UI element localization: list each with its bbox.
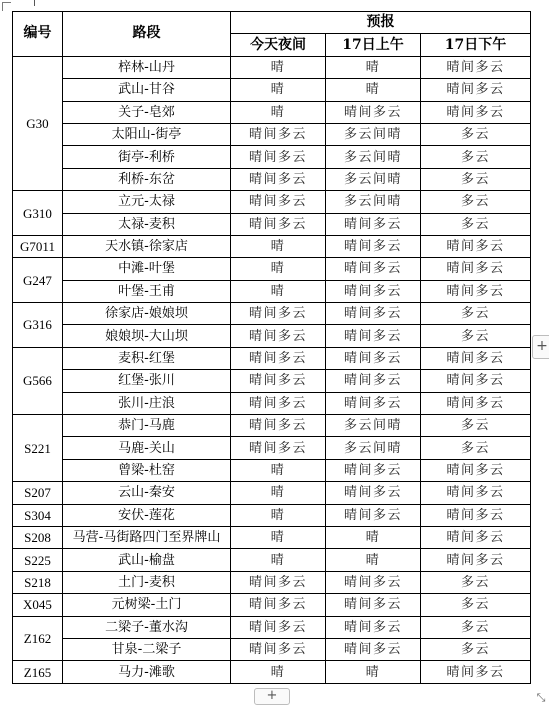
afternoon-weather-cell: 晴间多云 — [421, 79, 531, 101]
road-code-cell: Z165 — [13, 661, 63, 683]
morning-weather-cell: 晴间多云 — [326, 392, 421, 414]
header-morning: 17日上午 — [326, 34, 421, 56]
road-section-cell: 叶堡-王甫 — [63, 280, 231, 302]
header-row-top — [13, 12, 531, 34]
tonight-weather-cell: 晴 — [231, 56, 326, 78]
table-row — [13, 213, 531, 235]
road-section-cell: 恭门-马鹿 — [63, 415, 231, 437]
road-section-cell: 甘泉-二梁子 — [63, 638, 231, 660]
tonight-weather-cell: 晴 — [231, 79, 326, 101]
morning-weather-cell: 晴间多云 — [326, 325, 421, 347]
header-afternoon: 17日下午 — [421, 34, 531, 56]
morning-weather-cell: 多云间晴 — [326, 415, 421, 437]
morning-weather-cell: 多云间晴 — [326, 146, 421, 168]
add-row-button[interactable]: + — [254, 688, 290, 705]
morning-weather-cell: 多云间晴 — [326, 168, 421, 190]
morning-weather-cell: 晴间多云 — [326, 638, 421, 660]
table-row — [13, 325, 531, 347]
morning-weather-cell: 晴 — [326, 549, 421, 571]
road-code-cell: G316 — [13, 303, 63, 348]
morning-weather-cell: 多云间晴 — [326, 191, 421, 213]
road-section-cell: 武山-榆盘 — [63, 549, 231, 571]
road-section-cell: 土门-麦积 — [63, 571, 231, 593]
afternoon-weather-cell: 多云 — [421, 571, 531, 593]
tonight-weather-cell: 晴 — [231, 504, 326, 526]
tonight-weather-cell: 晴间多云 — [231, 303, 326, 325]
table-row — [13, 482, 531, 504]
road-code-cell: S218 — [13, 571, 63, 593]
road-section-cell: 元树梁-土门 — [63, 594, 231, 616]
afternoon-weather-cell: 晴间多云 — [421, 549, 531, 571]
tonight-weather-cell: 晴 — [231, 526, 326, 548]
table-resize-handle[interactable]: ⤡ — [536, 691, 546, 704]
table-row — [13, 56, 531, 78]
morning-weather-cell: 晴间多云 — [326, 571, 421, 593]
table-row — [13, 437, 531, 459]
road-section-cell: 二梁子-董水沟 — [63, 616, 231, 638]
road-section-cell: 徐家店-娘娘坝 — [63, 303, 231, 325]
tonight-weather-cell: 晴间多云 — [231, 616, 326, 638]
morning-weather-cell: 晴间多云 — [326, 616, 421, 638]
morning-weather-cell: 多云间晴 — [326, 123, 421, 145]
road-section-cell: 红堡-张川 — [63, 370, 231, 392]
road-code-cell: G30 — [13, 56, 63, 190]
tonight-weather-cell: 晴间多云 — [231, 213, 326, 235]
header-code: 编号 — [13, 12, 63, 57]
tonight-weather-cell: 晴间多云 — [231, 168, 326, 190]
table-row — [13, 571, 531, 593]
afternoon-weather-cell: 晴间多云 — [421, 347, 531, 369]
morning-weather-cell: 晴 — [326, 56, 421, 78]
road-code-cell: S225 — [13, 549, 63, 571]
road-section-cell: 张川-庄浪 — [63, 392, 231, 414]
header-forecast: 预报 — [231, 12, 531, 34]
tonight-weather-cell: 晴间多云 — [231, 571, 326, 593]
table-row — [13, 594, 531, 616]
road-section-cell: 天水镇-徐家店 — [63, 235, 231, 257]
afternoon-weather-cell: 多云 — [421, 594, 531, 616]
road-code-cell: Z162 — [13, 616, 63, 661]
afternoon-weather-cell: 晴间多云 — [421, 235, 531, 257]
table-anchor-corner — [2, 2, 11, 11]
afternoon-weather-cell: 晴间多云 — [421, 280, 531, 302]
morning-weather-cell: 晴 — [326, 526, 421, 548]
afternoon-weather-cell: 多云 — [421, 123, 531, 145]
tonight-weather-cell: 晴间多云 — [231, 325, 326, 347]
table-row — [13, 303, 531, 325]
table-row — [13, 392, 531, 414]
road-section-cell: 娘娘坝-大山坝 — [63, 325, 231, 347]
morning-weather-cell: 多云间晴 — [326, 437, 421, 459]
road-section-cell: 中滩-叶堡 — [63, 258, 231, 280]
road-section-cell: 云山-秦安 — [63, 482, 231, 504]
morning-weather-cell: 晴间多云 — [326, 280, 421, 302]
table-row — [13, 191, 531, 213]
table-row — [13, 549, 531, 571]
road-code-cell: S304 — [13, 504, 63, 526]
road-code-cell: S207 — [13, 482, 63, 504]
table-row — [13, 79, 531, 101]
road-code-cell: G247 — [13, 258, 63, 303]
road-code-cell: S208 — [13, 526, 63, 548]
afternoon-weather-cell: 多云 — [421, 168, 531, 190]
road-code-cell: G310 — [13, 191, 63, 236]
table-row — [13, 370, 531, 392]
afternoon-weather-cell: 晴间多云 — [421, 258, 531, 280]
afternoon-weather-cell: 晴间多云 — [421, 370, 531, 392]
road-section-cell: 梓林-山丹 — [63, 56, 231, 78]
tonight-weather-cell: 晴间多云 — [231, 392, 326, 414]
tonight-weather-cell: 晴间多云 — [231, 370, 326, 392]
tonight-weather-cell: 晴间多云 — [231, 437, 326, 459]
afternoon-weather-cell: 多云 — [421, 146, 531, 168]
table-row — [13, 280, 531, 302]
morning-weather-cell: 晴间多云 — [326, 594, 421, 616]
table-row — [13, 101, 531, 123]
afternoon-weather-cell: 晴间多云 — [421, 526, 531, 548]
table-row — [13, 258, 531, 280]
header-section: 路段 — [63, 12, 231, 57]
road-code-cell: G7011 — [13, 235, 63, 257]
afternoon-weather-cell: 多云 — [421, 213, 531, 235]
table-body — [13, 56, 531, 683]
afternoon-weather-cell: 晴间多云 — [421, 392, 531, 414]
add-column-button[interactable]: + — [532, 335, 549, 359]
afternoon-weather-cell: 多云 — [421, 191, 531, 213]
road-section-cell: 马鹿-关山 — [63, 437, 231, 459]
afternoon-weather-cell: 晴间多云 — [421, 56, 531, 78]
road-section-cell: 麦积-红堡 — [63, 347, 231, 369]
afternoon-weather-cell: 多云 — [421, 638, 531, 660]
tonight-weather-cell: 晴间多云 — [231, 638, 326, 660]
morning-weather-cell: 晴间多云 — [326, 459, 421, 481]
road-section-cell: 关子-皂郊 — [63, 101, 231, 123]
tonight-weather-cell: 晴 — [231, 549, 326, 571]
afternoon-weather-cell: 多云 — [421, 437, 531, 459]
afternoon-weather-cell: 晴间多云 — [421, 459, 531, 481]
tonight-weather-cell: 晴 — [231, 235, 326, 257]
road-section-cell: 立元-太禄 — [63, 191, 231, 213]
tonight-weather-cell: 晴 — [231, 280, 326, 302]
afternoon-weather-cell: 晴间多云 — [421, 661, 531, 683]
morning-weather-cell: 晴间多云 — [326, 504, 421, 526]
morning-weather-cell: 晴间多云 — [326, 101, 421, 123]
tonight-weather-cell: 晴间多云 — [231, 191, 326, 213]
morning-weather-cell: 晴间多云 — [326, 370, 421, 392]
morning-weather-cell: 晴 — [326, 661, 421, 683]
tonight-weather-cell: 晴间多云 — [231, 146, 326, 168]
table-row — [13, 616, 531, 638]
afternoon-weather-cell: 多云 — [421, 325, 531, 347]
table-row — [13, 168, 531, 190]
tonight-weather-cell: 晴 — [231, 482, 326, 504]
afternoon-weather-cell: 多云 — [421, 415, 531, 437]
morning-weather-cell: 晴 — [326, 79, 421, 101]
tonight-weather-cell: 晴间多云 — [231, 123, 326, 145]
road-section-cell: 马力-滩歌 — [63, 661, 231, 683]
table-row — [13, 415, 531, 437]
road-section-cell: 马营-马街路四门至界牌山 — [63, 526, 231, 548]
road-code-cell: X045 — [13, 594, 63, 616]
tonight-weather-cell: 晴间多云 — [231, 594, 326, 616]
table-row — [13, 526, 531, 548]
table-row — [13, 235, 531, 257]
tonight-weather-cell: 晴间多云 — [231, 347, 326, 369]
morning-weather-cell: 晴间多云 — [326, 258, 421, 280]
tonight-weather-cell: 晴 — [231, 258, 326, 280]
tonight-weather-cell: 晴 — [231, 101, 326, 123]
road-section-cell: 街亭-利桥 — [63, 146, 231, 168]
morning-weather-cell: 晴间多云 — [326, 482, 421, 504]
afternoon-weather-cell: 晴间多云 — [421, 482, 531, 504]
road-weather-table — [12, 11, 531, 684]
road-section-cell: 太阳山-街亭 — [63, 123, 231, 145]
road-section-cell: 利桥-东岔 — [63, 168, 231, 190]
afternoon-weather-cell: 多云 — [421, 616, 531, 638]
afternoon-weather-cell: 晴间多云 — [421, 504, 531, 526]
tonight-weather-cell: 晴 — [231, 661, 326, 683]
table-row — [13, 123, 531, 145]
header-tonight: 今天夜间 — [231, 34, 326, 56]
road-section-cell: 武山-甘谷 — [63, 79, 231, 101]
tonight-weather-cell: 晴 — [231, 459, 326, 481]
morning-weather-cell: 晴间多云 — [326, 303, 421, 325]
road-section-cell: 太禄-麦积 — [63, 213, 231, 235]
table-row — [13, 459, 531, 481]
table-row — [13, 347, 531, 369]
morning-weather-cell: 晴间多云 — [326, 213, 421, 235]
text-cursor — [34, 0, 35, 6]
table-row — [13, 504, 531, 526]
table-row — [13, 146, 531, 168]
morning-weather-cell: 晴间多云 — [326, 235, 421, 257]
afternoon-weather-cell: 晴间多云 — [421, 101, 531, 123]
morning-weather-cell: 晴间多云 — [326, 347, 421, 369]
road-section-cell: 安伏-莲花 — [63, 504, 231, 526]
table-row — [13, 661, 531, 683]
road-code-cell: G566 — [13, 347, 63, 414]
tonight-weather-cell: 晴间多云 — [231, 415, 326, 437]
road-section-cell: 曾梁-杜窑 — [63, 459, 231, 481]
afternoon-weather-cell: 多云 — [421, 303, 531, 325]
road-code-cell: S221 — [13, 415, 63, 482]
table-row — [13, 638, 531, 660]
